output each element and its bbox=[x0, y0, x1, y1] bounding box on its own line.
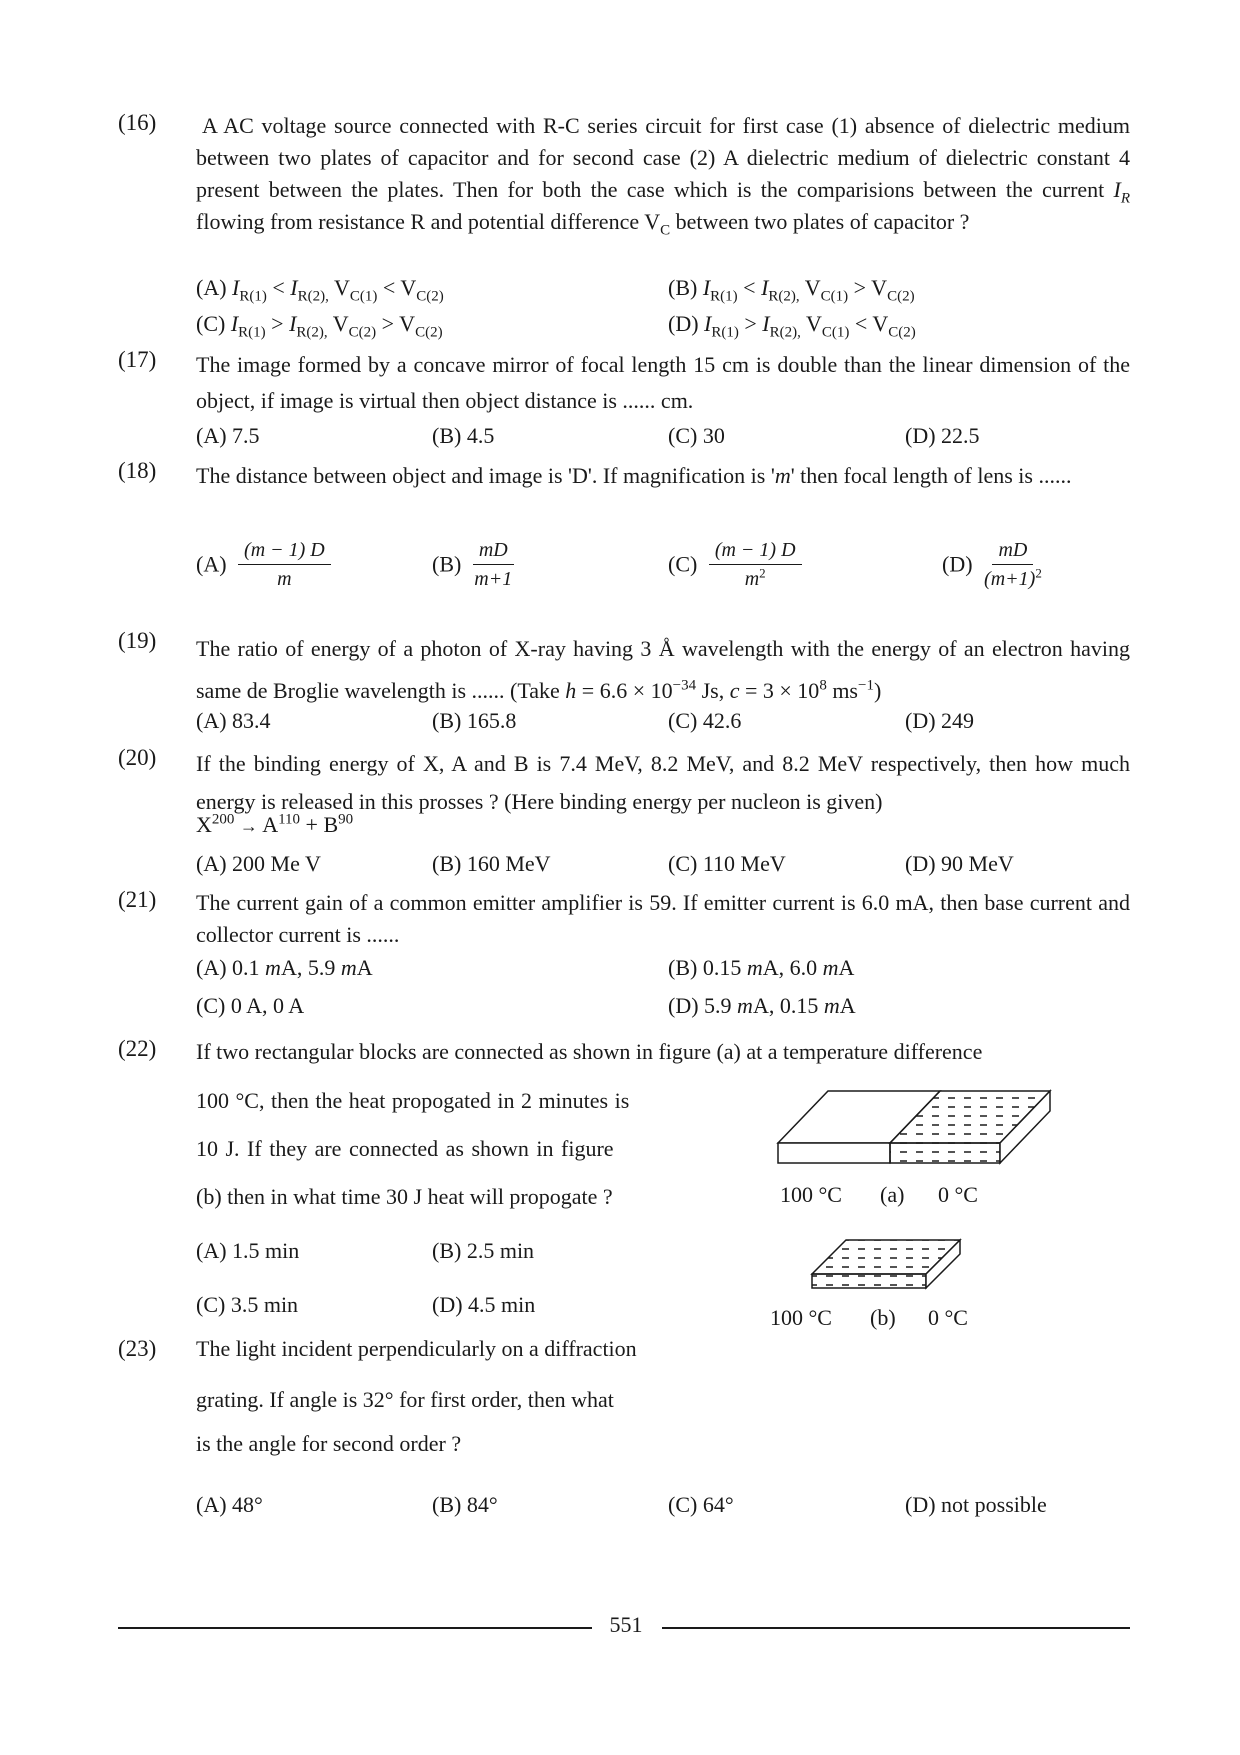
operator: > bbox=[381, 311, 395, 336]
option-a[interactable]: (A) $I_{R(1)} < I_{R(2),}$ $V_{C(1)} < V_{C(2)}$ bbox=[196, 275, 444, 305]
option-b[interactable]: (B) 165.8 bbox=[432, 708, 517, 733]
option-c[interactable]: (C) 64° bbox=[668, 1492, 734, 1517]
question-text: If the binding energy of X, A and B is 7.4 MeV, 8.2 MeV, and 8.2 MeV respectively, then how much energy is released in this prosses ? (Here binding energy per nucleon is given) bbox=[196, 751, 1130, 814]
question-number: (17) bbox=[118, 347, 157, 372]
question-text: The image formed by a concave mirror of focal length 15 cm is double than the linear dimension of the object, if image is virtual then object distance is ...... cm. bbox=[196, 352, 1130, 413]
question-number: (23) bbox=[118, 1336, 157, 1361]
option-label: (C) bbox=[668, 551, 698, 577]
denominator: m+1 bbox=[474, 568, 513, 590]
option-a[interactable]: (A) 200 Me V bbox=[196, 851, 321, 876]
planck-unit: Js, bbox=[701, 678, 725, 703]
question-number: (22) bbox=[118, 1036, 157, 1061]
reaction: $X^{200} \to A^{110} + B^{90}$ bbox=[196, 811, 354, 837]
denominator: m bbox=[277, 568, 292, 590]
operator: > bbox=[853, 275, 867, 300]
question-text-line3: is the angle for second order ? bbox=[196, 1431, 462, 1456]
option-label: (B) bbox=[432, 551, 462, 577]
option-b[interactable]: (B) 2.5 min bbox=[432, 1238, 535, 1263]
option-b[interactable] bbox=[432, 538, 514, 591]
option-a[interactable]: (A) 0.1 mA, 5.9 mA bbox=[196, 955, 373, 980]
q19-text-a: The ratio of energy of a photon of X-ray having 3 bbox=[196, 636, 652, 661]
option-c[interactable] bbox=[668, 538, 802, 591]
question-number: (21) bbox=[118, 887, 157, 912]
option-d[interactable]: (D) 22.5 bbox=[905, 423, 980, 448]
option-d[interactable]: (D) 249 bbox=[905, 708, 975, 733]
option-label: (A) bbox=[196, 275, 227, 300]
option-d[interactable]: (D) 5.9 mA, 0.15 mA bbox=[668, 993, 856, 1018]
sub: C(2) bbox=[887, 288, 915, 305]
figure-a-blocks bbox=[770, 1085, 1070, 1180]
option-a[interactable]: (A) 48° bbox=[196, 1492, 263, 1517]
denominator: $m^2$ bbox=[744, 565, 766, 590]
q18-text-a: The distance between object and image is 'D'. If magnification is ' bbox=[196, 463, 775, 488]
question-text-line3: 10 J. If they are connected as shown in figure bbox=[196, 1136, 614, 1161]
q18-text-b: ' then focal length of lens is ...... bbox=[790, 463, 1072, 488]
option-label: (D) bbox=[942, 551, 973, 577]
sub: R(2), bbox=[769, 324, 801, 341]
option-b[interactable]: (B) $I_{R(1)} < I_{R(2),}$ $V_{C(1)} > V_{C(2)}$ bbox=[668, 275, 915, 305]
q16-text: A AC voltage source connected with R-C series circuit for first case (1) absence of dielectric medium between two plates of capacitor and for second case (2) A dielectric medium of dielectric constant 4 present between the plates. Then for both the case which is the comparisions between the current bbox=[196, 113, 1130, 202]
sub: R(2), bbox=[768, 288, 800, 305]
option-b[interactable]: (B) 0.15 mA, 6.0 mA bbox=[668, 955, 855, 980]
option-d[interactable]: (D) 4.5 min bbox=[432, 1292, 536, 1317]
question-text bbox=[196, 628, 1130, 712]
sub: C(1) bbox=[820, 288, 849, 305]
sub: C(2) bbox=[416, 288, 444, 305]
question-number: (16) bbox=[118, 110, 157, 135]
exponent: −34 bbox=[672, 677, 697, 694]
option-d[interactable]: (D) $I_{R(1)} > I_{R(2),}$ $V_{C(1)} < V_{C(2)}$ bbox=[668, 311, 916, 341]
option-b[interactable]: (B) 160 MeV bbox=[432, 851, 551, 876]
question-number: (18) bbox=[118, 458, 157, 483]
question-text-line1: If two rectangular blocks are connected as shown in figure (a) at a temperature difference bbox=[196, 1039, 983, 1064]
option-a[interactable]: (A) 7.5 bbox=[196, 423, 260, 448]
question-text-line4: (b) then in what time 30 J heat will propogate ? bbox=[196, 1184, 613, 1209]
option-a[interactable]: (A) 83.4 bbox=[196, 708, 271, 733]
sub: C(2) bbox=[888, 324, 916, 341]
option-b[interactable]: (B) 84° bbox=[432, 1492, 498, 1517]
figure-a-tag: (a) bbox=[880, 1182, 905, 1207]
question-text-line2: grating. If angle is 32° for first order, then what bbox=[196, 1387, 614, 1412]
option-d[interactable]: (D) 90 MeV bbox=[905, 851, 1014, 876]
option-a[interactable] bbox=[196, 538, 331, 591]
sub: C(1) bbox=[821, 324, 850, 341]
option-d[interactable]: (D) not possible bbox=[905, 1492, 1047, 1517]
exponent: 8 bbox=[819, 677, 827, 694]
option-label: (A) bbox=[196, 551, 227, 577]
option-a[interactable]: (A) 1.5 min bbox=[196, 1238, 300, 1263]
option-d[interactable] bbox=[942, 538, 1042, 591]
option-label: (D) bbox=[668, 311, 699, 336]
question-number: (19) bbox=[118, 628, 157, 653]
planck-value: = 6.6 × 10 bbox=[581, 678, 673, 703]
sub: R(1) bbox=[711, 324, 739, 341]
footer-rule-right bbox=[662, 1627, 1130, 1629]
option-label: (C) bbox=[196, 311, 226, 336]
option-c[interactable]: (C) 3.5 min bbox=[196, 1292, 299, 1317]
option-c[interactable]: (C) 0 A, 0 A bbox=[196, 993, 305, 1018]
q16-text-mid: flowing from resistance R and potential difference V bbox=[196, 209, 661, 234]
current-symbol: I bbox=[1113, 177, 1121, 202]
q16-text-end: between two plates of capacitor ? bbox=[675, 209, 970, 234]
option-c[interactable]: (C) $I_{R(1)} > I_{R(2),}$ $V_{C(2)} > V_{C(2)}$ bbox=[196, 311, 443, 341]
speed-value: = 3 × 10 bbox=[744, 678, 820, 703]
sub: C(1) bbox=[349, 288, 378, 305]
numerator: mD bbox=[473, 538, 514, 565]
sub: C(2) bbox=[348, 324, 377, 341]
speed-unit: ms bbox=[832, 678, 858, 703]
sub: R(2), bbox=[297, 288, 329, 305]
exponent: −1 bbox=[858, 677, 874, 694]
numerator: (m − 1) D bbox=[238, 538, 331, 565]
close-paren: ) bbox=[873, 678, 882, 703]
option-c[interactable]: (C) 30 bbox=[668, 423, 725, 448]
figure-b-right-temp: 0 °C bbox=[928, 1305, 968, 1330]
voltage-subscript: C bbox=[660, 222, 671, 239]
sub: R(2), bbox=[296, 324, 328, 341]
option-b[interactable]: (B) 4.5 bbox=[432, 423, 495, 448]
question-text-line1: The light incident perpendicularly on a diffraction bbox=[196, 1336, 637, 1361]
operator: < bbox=[854, 311, 868, 336]
magnification-symbol: m bbox=[774, 463, 791, 488]
q19-text-b: wavelength with the energy of an electron having same de Broglie wavelength is ...... (Take bbox=[196, 636, 1131, 703]
fraction bbox=[984, 538, 1042, 591]
option-c[interactable]: (C) 110 MeV bbox=[668, 851, 786, 876]
question-text-line2: 100 °C, then the heat propogated in 2 minutes is bbox=[196, 1088, 630, 1113]
figure-a-right-temp: 0 °C bbox=[938, 1182, 978, 1207]
fraction bbox=[473, 538, 514, 591]
sub: R(1) bbox=[238, 324, 266, 341]
fraction bbox=[709, 538, 802, 591]
question-text bbox=[196, 110, 1130, 238]
numerator: (m − 1) D bbox=[709, 538, 802, 565]
question-text bbox=[196, 458, 1130, 494]
operator: > bbox=[744, 311, 757, 336]
question-text: The current gain of a common emitter amplifier is 59. If emitter current is 6.0 mA, then base current and collector current is ...... bbox=[196, 890, 1130, 947]
figure-a-left-temp: 100 °C bbox=[780, 1182, 842, 1207]
figure-b-tag: (b) bbox=[870, 1305, 896, 1330]
operator: < bbox=[743, 275, 756, 300]
page-number: 551 bbox=[609, 1612, 643, 1637]
question-number: (20) bbox=[118, 745, 157, 770]
current-subscript: R bbox=[1120, 190, 1131, 207]
planck-symbol: h bbox=[565, 678, 577, 703]
option-c[interactable]: (C) 42.6 bbox=[668, 708, 742, 733]
option-label: (B) bbox=[668, 275, 698, 300]
numerator: mD bbox=[992, 538, 1033, 565]
figure-b-left-temp: 100 °C bbox=[770, 1305, 832, 1330]
angstrom-symbol: Å bbox=[658, 636, 675, 661]
speed-symbol: c bbox=[729, 678, 740, 703]
denominator: $(m+1)^2$ bbox=[984, 565, 1042, 590]
sub: R(1) bbox=[239, 288, 267, 305]
footer-rule-left bbox=[118, 1627, 592, 1629]
figure-b-blocks bbox=[808, 1236, 968, 1296]
sub: R(1) bbox=[710, 288, 738, 305]
sub: C(2) bbox=[415, 324, 443, 341]
fraction bbox=[238, 538, 331, 591]
operator: < bbox=[382, 275, 396, 300]
operator: < bbox=[272, 275, 285, 300]
operator: > bbox=[271, 311, 284, 336]
